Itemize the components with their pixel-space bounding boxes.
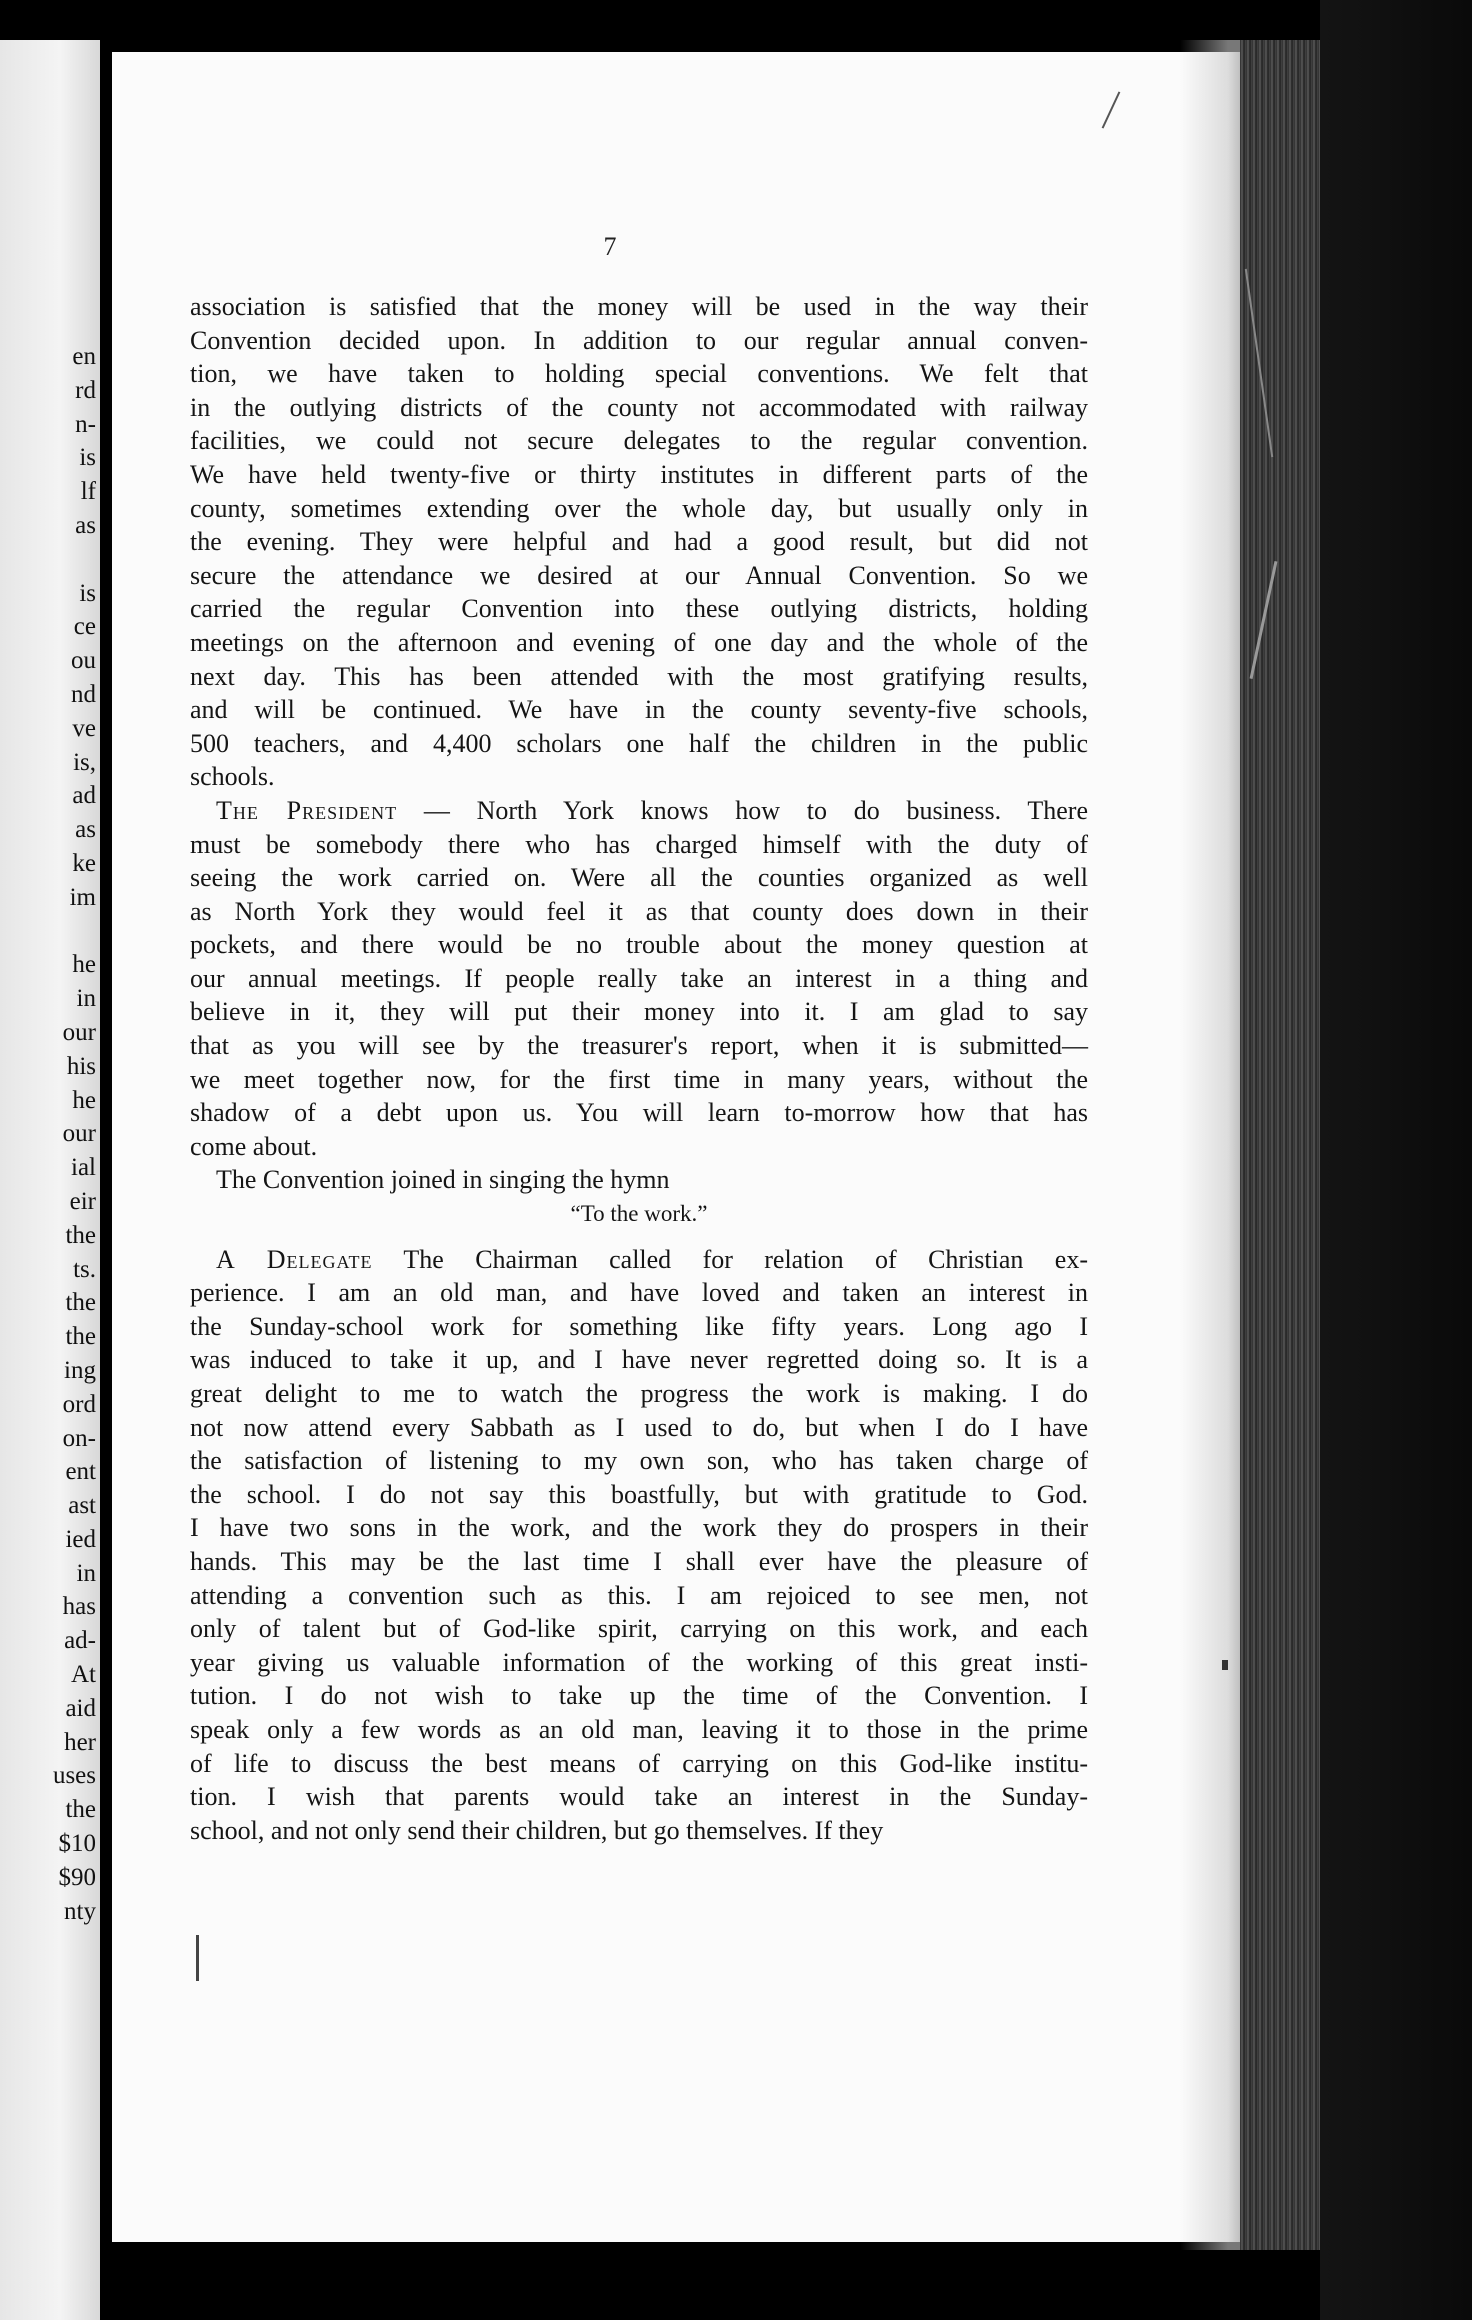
text-line: come about. — [190, 1131, 318, 1161]
left-page-word-fragment: has — [62, 1593, 96, 1621]
text-line: secure the attendance we desired at our Annual Convention. So we — [190, 560, 1088, 590]
left-page-word-fragment: is — [79, 579, 96, 607]
line-text: — North York knows how to do business. There — [423, 795, 1088, 825]
left-page-word-fragment: ast — [68, 1492, 96, 1520]
text-line: tion, we have taken to holding special conventions. We felt that — [190, 359, 1088, 389]
left-page-word-fragment: in — [76, 985, 96, 1013]
left-page-word-fragment: $10 — [58, 1830, 96, 1858]
text-line: was induced to take it up, and I have never regretted doing so. It is a — [190, 1345, 1088, 1375]
text-line: pockets, and there would be no trouble about the money question at — [190, 930, 1088, 960]
left-page-word-fragment: ke — [72, 849, 96, 877]
text-line: the evening. They were helpful and had a good result, but did not — [190, 527, 1088, 557]
speaker-name: The President — [216, 795, 398, 825]
text-line — [190, 794, 1088, 828]
line-text: The Chairman called for relation of Christian ex- — [403, 1244, 1088, 1274]
text-line: shadow of a debt upon us. You will learn to-morrow how that has — [190, 1098, 1088, 1128]
left-page-word-fragment: rd — [75, 376, 96, 404]
text-line: school, and not only send their children, but go themselves. If they — [190, 1815, 884, 1845]
left-page-word-fragment: ord — [62, 1390, 96, 1418]
text-line: We have held twenty-five or thirty institutes in different parts of the — [190, 459, 1088, 489]
left-page-word-fragment: lf — [80, 478, 96, 506]
text-line: tution. I do not wish to take up the time of the Convention. I — [190, 1681, 1088, 1711]
left-page-word-fragment: the — [65, 1289, 96, 1317]
left-page-word-fragment: in — [76, 1559, 96, 1587]
left-page-word-fragment: our — [62, 1120, 96, 1148]
text-line: Convention decided upon. In addition to our regular annual conven- — [190, 325, 1088, 355]
paragraph-lines — [190, 1276, 1088, 1847]
left-page-word-fragment: the — [65, 1796, 96, 1824]
text-line: believe in it, they will put their money into it. I am glad to say — [190, 997, 1088, 1027]
left-page-word-fragment: ad — [72, 782, 96, 810]
text-line: and will be continued. We have in the county seventy-five schools, — [190, 695, 1088, 725]
hymn-title: “To the work.” — [570, 1201, 708, 1227]
text-line: of life to discuss the best means of carrying on this God-like institu- — [190, 1748, 1088, 1778]
text-line: that as you will see by the treasurer's report, when it is submitted— — [190, 1031, 1088, 1061]
text-line: we meet together now, for the first time in many years, without the — [190, 1064, 1088, 1094]
left-page-word-fragment: en — [72, 343, 96, 370]
text-line: the satisfaction of listening to my own son, who has taken charge of — [190, 1446, 1088, 1476]
left-page-word-fragment: At — [71, 1661, 96, 1689]
speaker-name: A Delegate — [216, 1244, 373, 1274]
left-page-word-fragment: im — [69, 883, 96, 911]
scan-background — [1320, 0, 1472, 2320]
left-page-word-fragment: his — [66, 1052, 96, 1080]
left-page-word-fragment: our — [62, 1018, 96, 1046]
text-line: the school. I do not say this boastfully, but with gratitude to God. — [190, 1479, 1088, 1509]
left-page-word-fragment: as — [75, 511, 96, 539]
text-line: county, sometimes extending over the whole day, but usually only in — [190, 493, 1088, 523]
left-page-word-fragment: $90 — [58, 1863, 96, 1891]
text-line: carried the regular Convention into these outlying districts, holding — [190, 594, 1088, 624]
page-number: 7 — [603, 232, 617, 261]
left-page-word-fragment: he — [72, 1086, 96, 1114]
text-line: in the outlying districts of the county not accommodated with railway — [190, 392, 1088, 422]
text-line: 500 teachers, and 4,400 scholars one half the children in the public — [190, 728, 1088, 758]
left-page-word-fragment: aid — [65, 1694, 96, 1722]
left-page-word-fragment: he — [72, 951, 96, 979]
left-page-word-fragment: ts. — [73, 1255, 96, 1283]
left-page-word-fragment: ve — [72, 714, 96, 742]
paragraph-lines — [190, 828, 1088, 1164]
text-line: association is satisfied that the money will be used in the way their — [190, 292, 1088, 321]
left-page-word-fragment: ad- — [64, 1627, 96, 1655]
paragraph-hymn-intro: The Convention joined in singing the hymn — [216, 1165, 670, 1195]
left-page-word-fragment: the — [65, 1323, 96, 1351]
text-line: attending a convention such as this. I am rejoiced to see men, not — [190, 1580, 1088, 1610]
text-line: only of talent but of God-like spirit, carrying on this work, and each — [190, 1614, 1088, 1644]
left-page-word-fragment — [0, 543, 96, 577]
left-page-word-fragment: ce — [73, 613, 96, 641]
left-page-word-fragment: eir — [69, 1187, 96, 1215]
left-page-word-fragment: her — [64, 1728, 96, 1756]
text-line: year giving us valuable information of the working of this great insti- — [190, 1647, 1088, 1677]
left-page-word-fragment — [0, 915, 96, 949]
left-page-fragment — [0, 40, 100, 2320]
text-line: seeing the work carried on. Were all the counties organized as well — [190, 863, 1088, 893]
text-line — [190, 1243, 1088, 1277]
left-page-word-fragment: nd — [71, 680, 96, 708]
paragraph-president-remarks — [190, 794, 1088, 1164]
scan-speck — [1222, 1660, 1228, 1670]
page-fore-edge — [1240, 40, 1320, 2250]
text-line: next day. This has been attended with the most gratifying results, — [190, 661, 1088, 691]
text-line: not now attend every Sabbath as I used to do, but when I do I have — [190, 1412, 1088, 1442]
left-page-word-fragment: ied — [65, 1525, 96, 1553]
text-line: the Sunday-school work for something like fifty years. Long ago I — [190, 1311, 1088, 1341]
left-page-word-fragment: is, — [73, 748, 96, 776]
book-gutter — [100, 0, 112, 2320]
text-line: schools. — [190, 762, 275, 792]
left-page-word-fragment: on- — [62, 1424, 96, 1452]
text-line: facilities, we could not secure delegates to the regular convention. — [190, 426, 1088, 456]
text-line: tion. I wish that parents would take an interest in the Sunday- — [190, 1782, 1088, 1812]
left-page-word-fragment: uses — [52, 1762, 96, 1790]
spacer — [190, 1231, 1088, 1243]
left-page-word-fragment: ou — [71, 647, 96, 675]
text-line: as North York they would feel it as that county does down in their — [190, 896, 1088, 926]
left-page-word-fragment: ing — [64, 1356, 96, 1384]
left-page-text-edge — [0, 340, 96, 1928]
text-line: hands. This may be the last time I shall ever have the pleasure of — [190, 1546, 1088, 1576]
left-page-word-fragment: as — [75, 816, 96, 844]
text-line: speak only a few words as an old man, leaving it to those in the prime — [190, 1714, 1088, 1744]
left-page-word-fragment: the — [65, 1221, 96, 1249]
left-page-word-fragment: ial — [71, 1154, 96, 1182]
left-page-word-fragment: ent — [65, 1458, 96, 1486]
page-body-text — [190, 290, 1088, 1847]
text-line: must be somebody there who has charged himself with the duty of — [190, 829, 1088, 859]
left-page-word-fragment: is — [79, 444, 96, 472]
text-line: meetings on the afternoon and evening of one day and the whole of the — [190, 627, 1088, 657]
text-line: our annual meetings. If people really take an interest in a thing and — [190, 963, 1088, 993]
text-line: perience. I am an old man, and have loved and taken an interest in — [190, 1278, 1088, 1308]
text-line: great delight to me to watch the progress the work is making. I do — [190, 1379, 1088, 1408]
paragraph-delegate-remarks — [190, 1243, 1088, 1848]
paragraph-north-york-report — [190, 290, 1088, 794]
left-page-word-fragment: n- — [75, 410, 96, 438]
scan-speck — [196, 1935, 199, 1981]
text-line: I have two sons in the work, and the work they do prospers in their — [190, 1513, 1088, 1543]
left-page-word-fragment: nty — [64, 1897, 96, 1925]
